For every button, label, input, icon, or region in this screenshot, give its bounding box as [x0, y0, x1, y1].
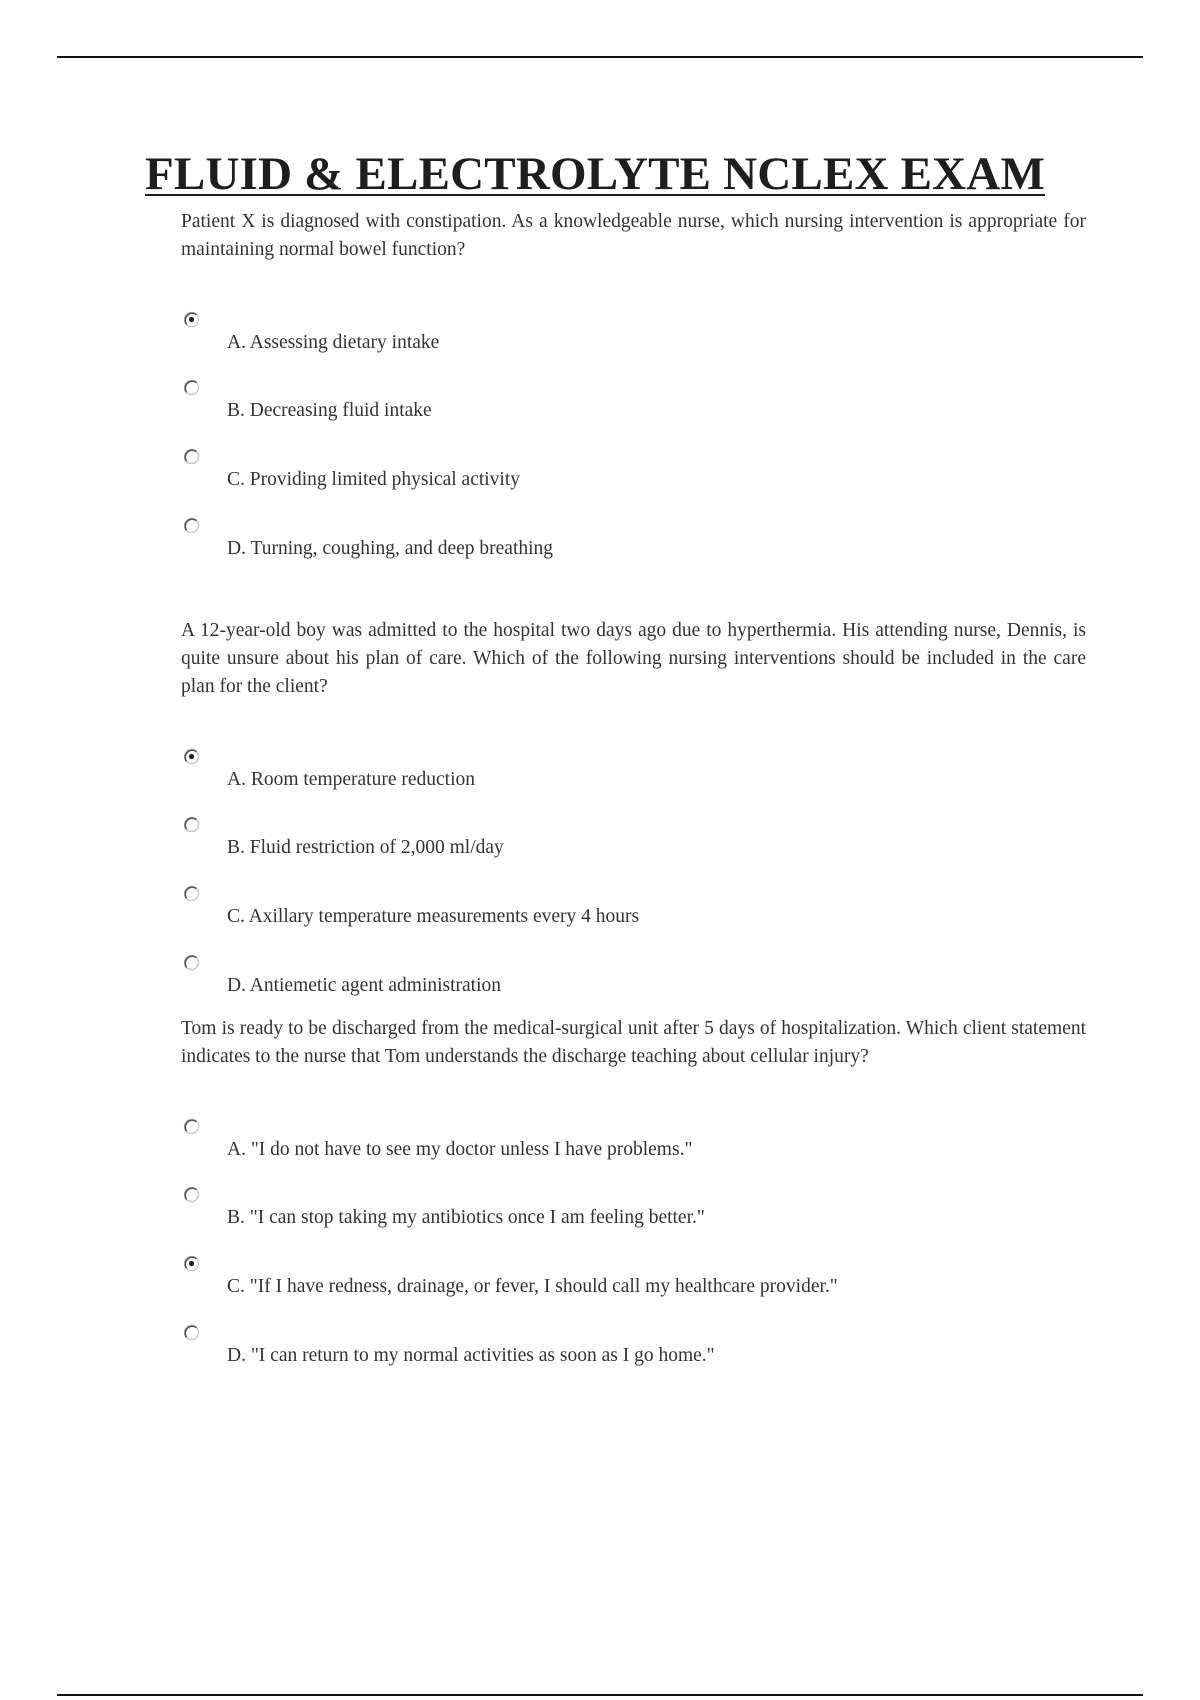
question-text: A 12-year-old boy was admitted to the hospital two days ago due to hyperthermia. His attending nurse, Dennis, is quite unsure about his plan of care. Which of the following nursing interventions should be included in the care plan for the client? [181, 620, 1086, 697]
answer-option[interactable] [181, 448, 1086, 508]
answer-label: A. Assessing dietary intake [227, 332, 440, 353]
answer-option[interactable] [181, 954, 1086, 1014]
answer-label: C. Providing limited physical activity [227, 469, 521, 490]
radio-svg [183, 379, 200, 396]
answer-option[interactable] [181, 1118, 1086, 1178]
radio-button-icon[interactable] [183, 885, 200, 902]
answer-label: C. "If I have redness, drainage, or fever, I should call my healthcare provider." [227, 1276, 838, 1297]
radio-svg [183, 448, 200, 465]
radio-button-icon[interactable] [183, 748, 200, 765]
answer-option[interactable] [181, 1255, 1086, 1315]
answer-label: A. Room temperature reduction [227, 769, 476, 790]
question-text: Patient X is diagnosed with constipation. As a knowledgeable nurse, which nursing intervention is appropriate for maintaining normal bowel function? [181, 211, 1086, 260]
answer-label: D. Turning, coughing, and deep breathing [227, 538, 554, 559]
question-3 [181, 1015, 1086, 1366]
radio-svg [183, 1324, 200, 1341]
radio-svg [183, 885, 200, 902]
answer-label: B. "I can stop taking my antibiotics once I am feeling better." [227, 1207, 705, 1228]
answer-option[interactable] [181, 1324, 1086, 1384]
radio-button-icon[interactable] [183, 1324, 200, 1341]
radio-svg [183, 816, 200, 833]
answer-option[interactable] [181, 1186, 1086, 1246]
radio-svg [183, 517, 200, 534]
radio-button-icon[interactable] [183, 311, 200, 328]
answer-label: B. Decreasing fluid intake [227, 400, 432, 421]
bottom-rule [57, 1694, 1143, 1696]
radio-svg [183, 748, 200, 765]
answer-option[interactable] [181, 517, 1086, 577]
answer-option[interactable] [181, 748, 1086, 808]
radio-selected-dot [189, 754, 194, 759]
radio-button-icon[interactable] [183, 517, 200, 534]
radio-button-icon[interactable] [183, 1255, 200, 1272]
answer-label: C. Axillary temperature measurements every 4 hours [227, 906, 640, 927]
radio-svg [183, 1118, 200, 1135]
answer-label: D. Antiemetic agent administration [227, 975, 502, 996]
radio-selected-dot [189, 1261, 194, 1266]
radio-button-icon[interactable] [183, 379, 200, 396]
question-2 [181, 617, 1086, 996]
radio-svg [183, 311, 200, 328]
question-1 [181, 208, 1086, 559]
answer-label: A. "I do not have to see my doctor unless I have problems." [227, 1139, 693, 1160]
answer-label: D. "I can return to my normal activities as soon as I go home." [227, 1345, 715, 1366]
radio-button-icon[interactable] [183, 954, 200, 971]
radio-svg [183, 1186, 200, 1203]
radio-button-icon[interactable] [183, 1186, 200, 1203]
answer-option[interactable] [181, 885, 1086, 945]
answer-option[interactable] [181, 816, 1086, 876]
radio-button-icon[interactable] [183, 448, 200, 465]
answer-label: B. Fluid restriction of 2,000 ml/day [227, 837, 504, 858]
radio-button-icon[interactable] [183, 1118, 200, 1135]
radio-svg [183, 1255, 200, 1272]
top-rule [57, 56, 1143, 58]
radio-button-icon[interactable] [183, 816, 200, 833]
radio-selected-dot [189, 317, 194, 322]
answer-option[interactable] [181, 379, 1086, 439]
page-title: FLUID & ELECTROLYTE NCLEX EXAM [145, 148, 1046, 200]
radio-svg [183, 954, 200, 971]
answer-option[interactable] [181, 311, 1086, 371]
question-text: Tom is ready to be discharged from the medical-surgical unit after 5 days of hospitalization. Which client statement indicates to the nurse that Tom understands the discharge teaching about cellular injury? [181, 1018, 1086, 1067]
